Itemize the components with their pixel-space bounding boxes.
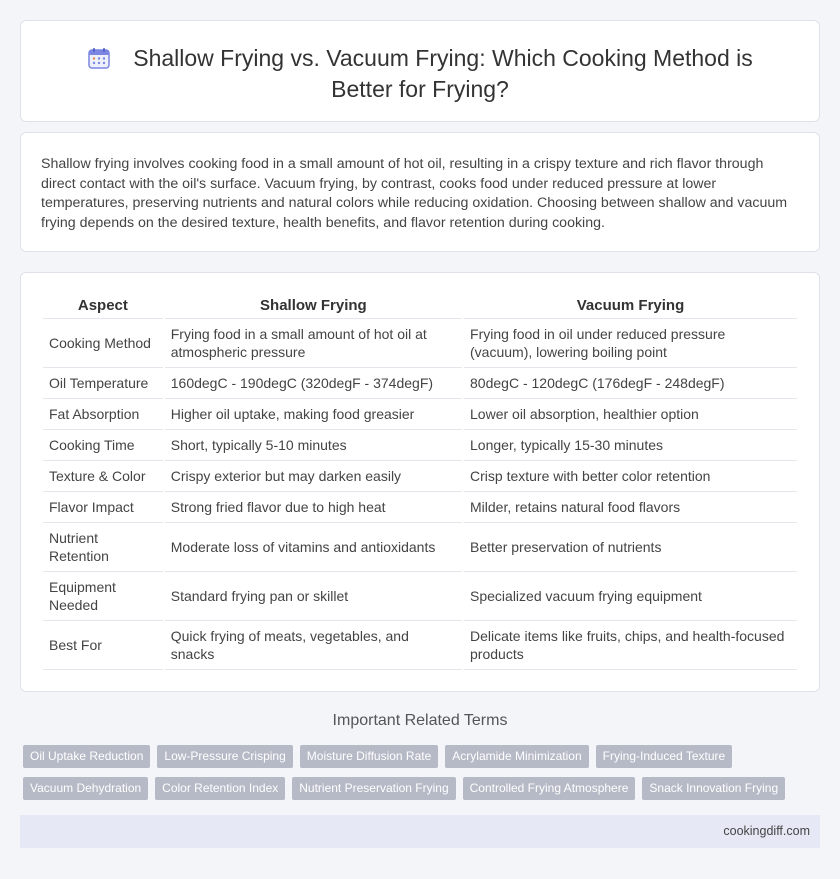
aspect-cell: Fat Absorption <box>43 399 163 430</box>
vacuum-cell: Longer, typically 15-30 minutes <box>464 430 797 461</box>
vacuum-cell: Better preservation of nutrients <box>464 523 797 572</box>
table-row <box>43 430 797 461</box>
footer <box>20 815 820 848</box>
intro-paragraph: Shallow frying involves cooking food in a small amount of hot oil, resulting in a crispy texture and rich flavor through direct contact with the oil's surface. Vacuum frying, by contrast, cooks food under reduced pressure at lower temperatures, preserving nutrients and natural colors while reducing oxidation. Choosing between shallow and vacuum frying depends on the desired texture, health benefits, and flavor retention during cooking. <box>41 156 788 231</box>
table-row <box>43 461 797 492</box>
term-tag[interactable]: Oil Uptake Reduction <box>23 745 150 768</box>
vacuum-cell: Crisp texture with better color retention <box>464 461 797 492</box>
aspect-cell: Nutrient Retention <box>43 523 163 572</box>
shallow-cell: Moderate loss of vitamins and antioxidants <box>165 523 462 572</box>
aspect-cell: Texture & Color <box>43 461 163 492</box>
term-tag[interactable]: Moisture Diffusion Rate <box>300 745 439 768</box>
aspect-cell: Flavor Impact <box>43 492 163 523</box>
page-title: Shallow Frying vs. Vacuum Frying: Which Cooking Method is Better for Frying? <box>133 45 753 102</box>
comparison-table <box>41 293 799 670</box>
vacuum-cell: Specialized vacuum frying equipment <box>464 572 797 621</box>
aspect-cell: Best For <box>43 621 163 670</box>
shallow-cell: 160degC - 190degC (320degF - 374degF) <box>165 368 462 399</box>
related-terms-tags <box>23 745 823 809</box>
vacuum-cell: 80degC - 120degC (176degF - 248degF) <box>464 368 797 399</box>
header-vacuum-frying: Vacuum Frying <box>464 293 797 319</box>
header-shallow-frying: Shallow Frying <box>165 293 462 319</box>
term-tag[interactable]: Nutrient Preservation Frying <box>292 777 455 800</box>
term-tag[interactable]: Snack Innovation Frying <box>642 777 785 800</box>
tag-row <box>23 777 823 800</box>
table-row <box>43 319 797 368</box>
term-tag[interactable]: Frying-Induced Texture <box>596 745 733 768</box>
table-row <box>43 368 797 399</box>
table-row <box>43 399 797 430</box>
vacuum-cell: Milder, retains natural food flavors <box>464 492 797 523</box>
vacuum-cell: Lower oil absorption, healthier option <box>464 399 797 430</box>
term-tag[interactable]: Low-Pressure Crisping <box>157 745 292 768</box>
shallow-cell: Frying food in a small amount of hot oil at atmospheric pressure <box>165 319 462 368</box>
shallow-cell: Strong fried flavor due to high heat <box>165 492 462 523</box>
comparison-card <box>20 272 820 692</box>
table-row <box>43 492 797 523</box>
term-tag[interactable]: Acrylamide Minimization <box>445 745 588 768</box>
table-header-row <box>43 293 797 319</box>
title-card <box>20 20 820 122</box>
aspect-cell: Oil Temperature <box>43 368 163 399</box>
intro-card <box>20 132 820 252</box>
aspect-cell: Cooking Time <box>43 430 163 461</box>
related-terms-heading: Important Related Terms <box>332 712 508 729</box>
term-tag[interactable]: Color Retention Index <box>155 777 285 800</box>
term-tag[interactable]: Controlled Frying Atmosphere <box>463 777 636 800</box>
vacuum-cell: Frying food in oil under reduced pressure (vacuum), lowering boiling point <box>464 319 797 368</box>
vacuum-cell: Delicate items like fruits, chips, and health-focused products <box>464 621 797 670</box>
calendar-icon <box>87 46 111 70</box>
table-row <box>43 523 797 572</box>
header-aspect: Aspect <box>43 293 163 319</box>
tag-row <box>23 745 823 768</box>
aspect-cell: Equipment Needed <box>43 572 163 621</box>
shallow-cell: Quick frying of meats, vegetables, and snacks <box>165 621 462 670</box>
aspect-cell: Cooking Method <box>43 319 163 368</box>
table-row <box>43 621 797 670</box>
shallow-cell: Higher oil uptake, making food greasier <box>165 399 462 430</box>
site-name[interactable]: cookingdiff.com <box>723 824 810 838</box>
shallow-cell: Standard frying pan or skillet <box>165 572 462 621</box>
shallow-cell: Short, typically 5-10 minutes <box>165 430 462 461</box>
table-row <box>43 572 797 621</box>
term-tag[interactable]: Vacuum Dehydration <box>23 777 148 800</box>
shallow-cell: Crispy exterior but may darken easily <box>165 461 462 492</box>
